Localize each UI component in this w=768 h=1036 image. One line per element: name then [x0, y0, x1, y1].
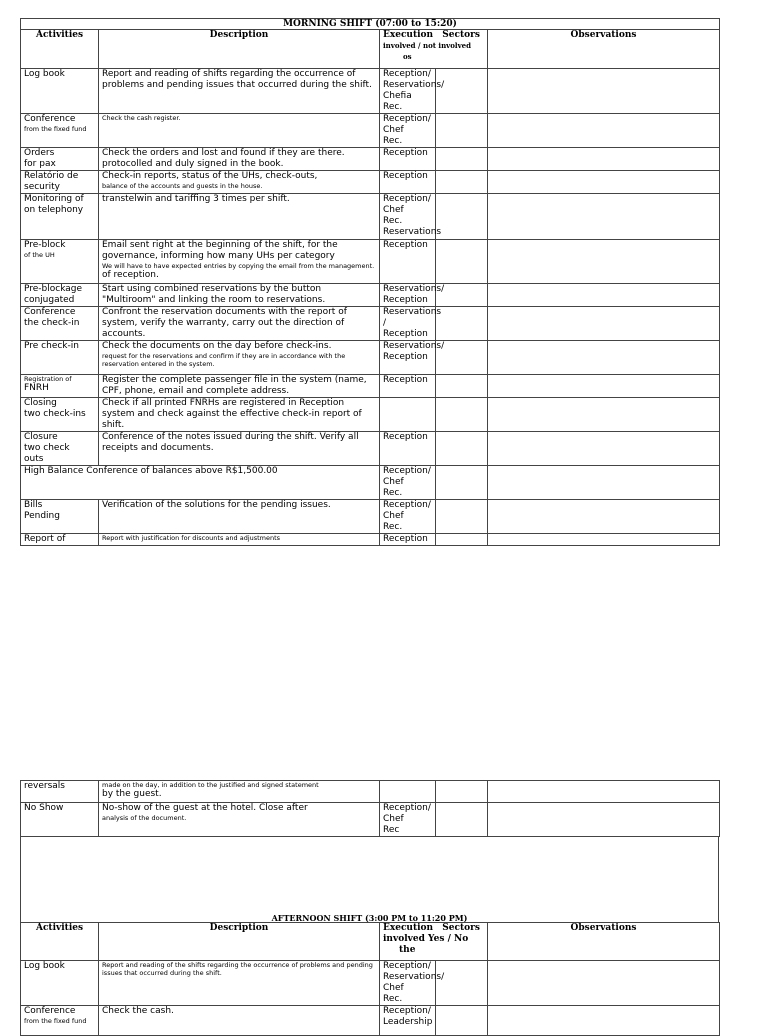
- activity-cell: [21, 307, 99, 341]
- sectors-cell: [436, 307, 488, 341]
- observations-cell: [488, 148, 720, 171]
- description-cell: [99, 69, 380, 114]
- execution-cell: Reception: [380, 240, 436, 284]
- activity-text: Log book: [24, 69, 65, 79]
- activity-text: Pre check-in: [24, 341, 79, 351]
- observations-cell: [488, 341, 720, 375]
- activity-text: Conference: [24, 114, 76, 124]
- table-row: [21, 341, 720, 375]
- sectors-cell: [436, 500, 488, 534]
- aft-header-sectors: Sectors: [442, 923, 480, 933]
- activity-cell: [21, 1006, 99, 1036]
- afternoon-shift-table: [20, 922, 720, 1036]
- execution-cell: Reception: [380, 375, 436, 398]
- description-text: Check the documents on the day before check-ins.: [102, 341, 332, 351]
- header-execution: Execution: [383, 30, 434, 40]
- execution-cell: Reception/ Chef Rec.: [380, 500, 436, 534]
- activity-cell: [21, 466, 380, 500]
- sectors-cell: [436, 148, 488, 171]
- table-row: [21, 148, 720, 171]
- description-text: Report and reading of shifts regarding the occurrence of problems and pending issues that occurred during the shift.: [102, 69, 372, 90]
- observations-cell: [488, 432, 720, 466]
- execution-cell: Reception: [380, 148, 436, 171]
- observations-cell: [488, 803, 720, 837]
- activity-cell: [21, 69, 99, 114]
- description-text-2: by the guest.: [102, 789, 162, 799]
- aft-header-execution-sub2: the: [399, 945, 416, 955]
- sectors-cell: [436, 961, 488, 1006]
- activity-subtext: from the fixed fund: [24, 125, 87, 133]
- morning-continued-table: [20, 780, 720, 837]
- description-cell: [99, 341, 380, 375]
- observations-cell: [488, 961, 720, 1006]
- description-text: Check-in reports, status of the UHs, check-outs,: [102, 171, 318, 181]
- sectors-cell: [436, 398, 488, 432]
- observations-cell: [488, 375, 720, 398]
- sectors-cell: [436, 432, 488, 466]
- description-cell: [99, 398, 380, 432]
- execution-cell: Reception: [380, 534, 436, 546]
- description-text: Confront the reservation documents with the report of system, verify the warranty, carry out the direction of accounts.: [102, 307, 347, 339]
- activity-text: Relatório de security: [24, 171, 79, 192]
- table-row: [21, 194, 720, 240]
- description-cell: [99, 534, 380, 546]
- sectors-cell: [436, 240, 488, 284]
- activity-cell: [21, 194, 99, 240]
- description-subtext: balance of the accounts and guests in the house.: [102, 182, 263, 190]
- activity-cell: [21, 341, 99, 375]
- description-subtext: made on the day, in addition to the justified and signed statement: [102, 781, 319, 789]
- execution-cell: Reception: [380, 432, 436, 466]
- sectors-cell: [436, 375, 488, 398]
- table-row: [21, 781, 720, 803]
- activity-text: Bills Pending: [24, 500, 60, 521]
- table-row: [21, 534, 720, 546]
- description-cell: [99, 803, 380, 837]
- observations-cell: [488, 171, 720, 194]
- description-text: Verification of the solutions for the pending issues.: [102, 500, 331, 510]
- observations-cell: [488, 466, 720, 500]
- description-text: Email sent right at the beginning of the shift, for the governance, informing how many UHs per category: [102, 240, 338, 261]
- description-text: Register the complete passenger file in the system (name, CPF, phone, email and complete address.: [102, 375, 367, 396]
- observations-cell: [488, 781, 720, 803]
- description-cell: [99, 194, 380, 240]
- activity-cell: [21, 240, 99, 284]
- description-text: Conference of the notes issued during the shift. Verify all receipts and documents.: [102, 432, 359, 453]
- header-execution-sectors: [380, 30, 488, 69]
- table-row: [21, 375, 720, 398]
- header-execution-sub2: os: [403, 52, 412, 61]
- activity-text: Log book: [24, 961, 65, 971]
- aft-header-description: Description: [99, 923, 380, 961]
- description-text: Check the cash.: [102, 1006, 174, 1016]
- observations-cell: [488, 534, 720, 546]
- header-activities: Activities: [21, 30, 99, 69]
- sectors-cell: [436, 1006, 488, 1036]
- description-subtext: analysis of the document.: [102, 814, 187, 822]
- execution-cell: Reception/ Reservations/ Chef Rec.: [380, 961, 436, 1006]
- observations-cell: [488, 398, 720, 432]
- activity-text: Orders for pax: [24, 148, 56, 169]
- activity-subtext: Registration of: [24, 375, 72, 383]
- description-cell: [99, 148, 380, 171]
- aft-header-execution: Execution: [383, 923, 434, 933]
- activity-text: Conference: [24, 1006, 76, 1016]
- aft-header-observations: Observations: [488, 923, 720, 961]
- sectors-cell: [436, 781, 488, 803]
- activity-subtext: of the UH: [24, 251, 55, 259]
- table-row: [21, 1006, 720, 1036]
- activity-text: Pre-block: [24, 240, 66, 250]
- activity-text: Pre-blockage conjugated: [24, 284, 83, 305]
- execution-cell: Reception/ Leadership: [380, 1006, 436, 1036]
- blank-section: [20, 836, 719, 923]
- activity-text: Closure two check outs: [24, 432, 70, 464]
- activity-text: reversals: [24, 781, 65, 791]
- execution-cell: [380, 781, 436, 803]
- afternoon-shift-title: AFTERNOON SHIFT (3:00 PM to 11:20 PM): [271, 913, 468, 923]
- description-text: Check if all printed FNRHs are registered in Reception system and check against the effective check-in report of shift.: [102, 398, 362, 430]
- description-cell: [99, 432, 380, 466]
- morning-shift-title: MORNING SHIFT (07:00 to 15:20): [21, 19, 720, 30]
- activity-text: No Show: [24, 803, 64, 813]
- header-description: Description: [99, 30, 380, 69]
- sectors-cell: [436, 69, 488, 114]
- activity-cell: [21, 398, 99, 432]
- table-row: [21, 284, 720, 307]
- activity-cell: [21, 432, 99, 466]
- activity-cell: [21, 148, 99, 171]
- activity-cell: [21, 375, 99, 398]
- aft-header-execution-sectors: [380, 923, 488, 961]
- execution-cell: Reservations/ Reception: [380, 341, 436, 375]
- table-row: [21, 240, 720, 284]
- execution-cell: Reception/ Chef Rec.: [380, 114, 436, 148]
- description-text: transtelwin and tariffing 3 times per shift.: [102, 194, 290, 204]
- activity-subtext: from the fixed fund: [24, 1017, 87, 1025]
- observations-cell: [488, 194, 720, 240]
- description-subtext: request for the reservations and confirm if they are in accordance with the reservation entered in the system.: [102, 352, 346, 368]
- execution-cell: Reception/ Chef Rec: [380, 803, 436, 837]
- description-subtext: Check the cash register.: [102, 114, 181, 122]
- header-sectors: Sectors: [442, 30, 480, 40]
- execution-cell: Reservations/ Reception: [380, 284, 436, 307]
- description-cell: [99, 114, 380, 148]
- description-cell: [99, 961, 380, 1006]
- activity-text: Conference the check-in: [24, 307, 80, 328]
- header-execution-sub: involved / not involved: [383, 41, 471, 50]
- activity-cell: [21, 803, 99, 837]
- description-text: No-show of the guest at the hotel. Close after: [102, 803, 308, 813]
- description-cell: [99, 500, 380, 534]
- sectors-cell: [436, 466, 488, 500]
- table-row: [21, 500, 720, 534]
- execution-cell: Reception/ Chef Rec.: [380, 466, 436, 500]
- observations-cell: [488, 307, 720, 341]
- sectors-cell: [436, 171, 488, 194]
- activity-cell: [21, 114, 99, 148]
- header-observations: Observations: [488, 30, 720, 69]
- description-subtext: We will have to have expected entries by copying the email from the management.: [102, 262, 375, 270]
- description-text-2: of reception.: [102, 270, 159, 280]
- morning-shift-table: [20, 18, 720, 546]
- activity-text-2: FNRH: [24, 383, 49, 393]
- activity-text: Closing two check-ins: [24, 398, 86, 419]
- activity-cell: [21, 171, 99, 194]
- sectors-cell: [436, 534, 488, 546]
- table-row: [21, 961, 720, 1006]
- table-row: [21, 69, 720, 114]
- execution-cell: Reservations / Reception: [380, 307, 436, 341]
- sectors-cell: [436, 803, 488, 837]
- table-row: [21, 171, 720, 194]
- observations-cell: [488, 284, 720, 307]
- table-row: [21, 803, 720, 837]
- aft-header-execution-sub: involved Yes / No: [383, 934, 469, 944]
- activity-cell: [21, 500, 99, 534]
- sectors-cell: [436, 114, 488, 148]
- table-row: [21, 432, 720, 466]
- description-text: Start using combined reservations by the button "Multiroom" and linking the room to reservations.: [102, 284, 326, 305]
- observations-cell: [488, 114, 720, 148]
- execution-cell: [380, 398, 436, 432]
- execution-cell: Reception: [380, 171, 436, 194]
- observations-cell: [488, 1006, 720, 1036]
- activity-cell: [21, 781, 99, 803]
- description-cell: [99, 240, 380, 284]
- aft-header-activities: Activities: [21, 923, 99, 961]
- observations-cell: [488, 69, 720, 114]
- table-row: [21, 398, 720, 432]
- execution-cell: Reception/ Reservations/ Chefia Rec.: [380, 69, 436, 114]
- description-cell: [99, 781, 380, 803]
- activity-text: Report of: [24, 534, 66, 544]
- sectors-cell: [436, 194, 488, 240]
- description-text: Check the orders and lost and found if they are there. protocolled and duly signed in the book.: [102, 148, 345, 169]
- activity-text: High Balance Conference of balances above R$1,500.00: [24, 466, 278, 476]
- activity-cell: [21, 284, 99, 307]
- table-row: [21, 307, 720, 341]
- table-row: [21, 466, 720, 500]
- description-subtext: Report with justification for discounts and adjustments: [102, 534, 281, 542]
- activity-cell: [21, 961, 99, 1006]
- table-row: [21, 114, 720, 148]
- description-subtext: Report and reading of the shifts regarding the occurrence of problems and pending issues that occurred during the shift.: [102, 961, 373, 977]
- description-cell: [99, 284, 380, 307]
- description-cell: [99, 1006, 380, 1036]
- execution-cell: Reception/ Chef Rec. Reservations: [380, 194, 436, 240]
- description-cell: [99, 171, 380, 194]
- description-cell: [99, 375, 380, 398]
- observations-cell: [488, 500, 720, 534]
- observations-cell: [488, 240, 720, 284]
- activity-text: Monitoring of on telephony: [24, 194, 84, 215]
- activity-cell: [21, 534, 99, 546]
- description-cell: [99, 307, 380, 341]
